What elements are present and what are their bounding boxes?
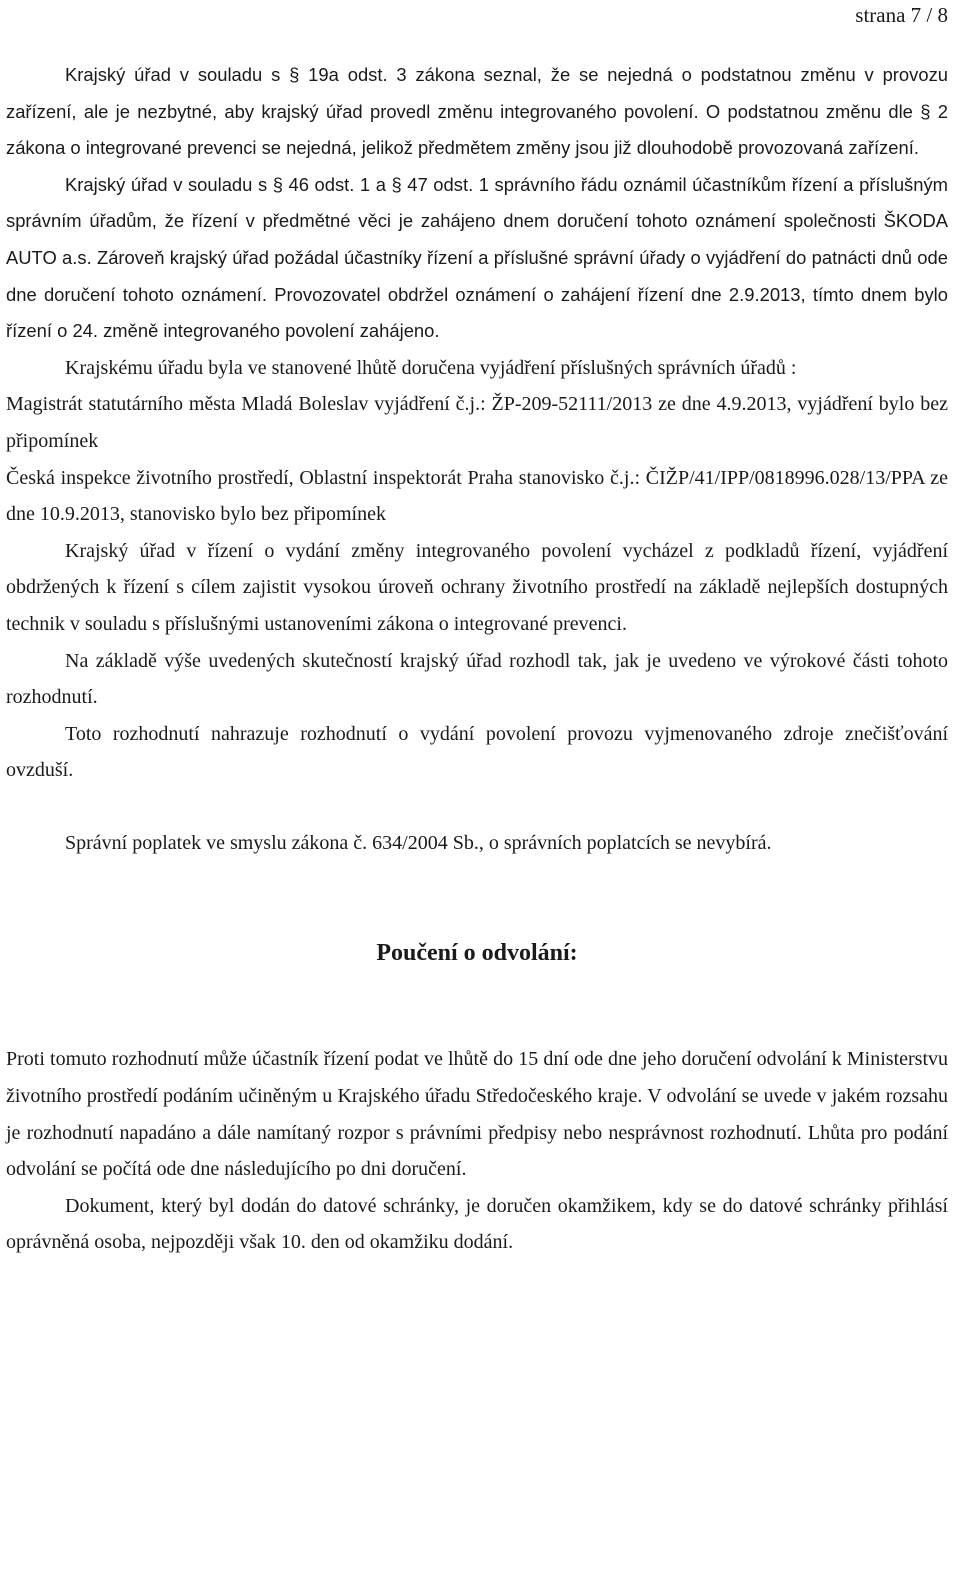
- statement-magistrat: Magistrát statutárního města Mladá Boleslav vyjádření č.j.: ŽP-209-52111/2013 ze dne 4.9.2013, vyjádření bylo bez připomínek: [6, 393, 948, 452]
- appeal-heading: Poučení o odvolání:: [376, 940, 578, 967]
- paragraph-statements-received: Krajskému úřadu byla ve stanovené lhůtě doručena vyjádření příslušných správních úřadů :: [65, 356, 797, 379]
- document-page: [6, 0, 948, 1585]
- paragraph-data-box: Dokument, který byl dodán do datové schránky, je doručen okamžikem, kdy se do datové schránky přihlásí oprávněná osoba, nejpozději však 10. den od okamžiku dodání.: [6, 1194, 948, 1254]
- paragraph-fee: Správní poplatek ve smyslu zákona č. 634/2004 Sb., o správních poplatcích se nevybírá.: [65, 831, 772, 854]
- paragraph-basis: Krajský úřad v řízení o vydání změny integrovaného povolení vycházel z podkladů řízení, vyjádření obdržených k řízení s cílem zajistit vysokou úroveň ochrany životního prostředí na základě nejlepších dostupných technik v souladu s příslušnými ustanoveními zákona o integrované prevenci.: [6, 539, 948, 635]
- statement-cizp: Česká inspekce životního prostředí, Oblastní inspektorát Praha stanovisko č.j.: ČIŽP/41/IPP/0818996.028/13/PPA ze dne 10.9.2013, stanovisko bylo bez připomínek: [6, 466, 948, 526]
- document-body: [6, 57, 948, 1261]
- paragraph-appeal: Proti tomuto rozhodnutí může účastník řízení podat ve lhůtě do 15 dní ode dne jeho doručení odvolání k Ministerstvu životního prostředí podáním učiněným u Krajského úřadu Středočeského kraje. V odvolání se uvede v jakém rozsahu je rozhodnutí napadáno a dále namítaný rozpor s právními předpisy nebo nesprávnost rozhodnutí. Lhůta pro podání odvolání se počítá ode dne následujícího po dni doručení.: [6, 1048, 948, 1181]
- paragraph-decision: Na základě výše uvedených skutečností krajský úřad rozhodl tak, jak je uvedeno ve výrokové části tohoto rozhodnutí.: [6, 649, 948, 709]
- paragraph-substantial-change: Krajský úřad v souladu s § 19a odst. 3 zákona seznal, že se nejedná o podstatnou změnu v provozu zařízení, ale je nezbytné, aby krajský úřad provedl změnu integrovaného povolení. O podstatnou změnu dle § 2 zákona o integrované prevenci se nejedná, jelikož předmětem změny jsou již dlouhodobě provozovaná zařízení.: [6, 64, 948, 159]
- paragraph-notification: Krajský úřad v souladu s § 46 odst. 1 a § 47 odst. 1 správního řádu oznámil účastníkům řízení a příslušným správním úřadům, že řízení v předmětné věci je zahájeno dnem doručení tohoto oznámení společnosti ŠKODA AUTO a.s. Zároveň krajský úřad požádal účastníky řízení a příslušné správní úřady o vyjádření do patnácti dnů ode dne doručení tohoto oznámení. Provozovatel obdržel oznámení o zahájení řízení dne 2.9.2013, tímto dnem bylo řízení o 24. změně integrovaného povolení zahájeno.: [6, 173, 948, 342]
- paragraph-replacement: Toto rozhodnutí nahrazuje rozhodnutí o vydání povolení provozu vyjmenovaného zdroje znečišťování ovzduší.: [6, 722, 948, 782]
- page-number: strana 7 / 8: [855, 3, 948, 27]
